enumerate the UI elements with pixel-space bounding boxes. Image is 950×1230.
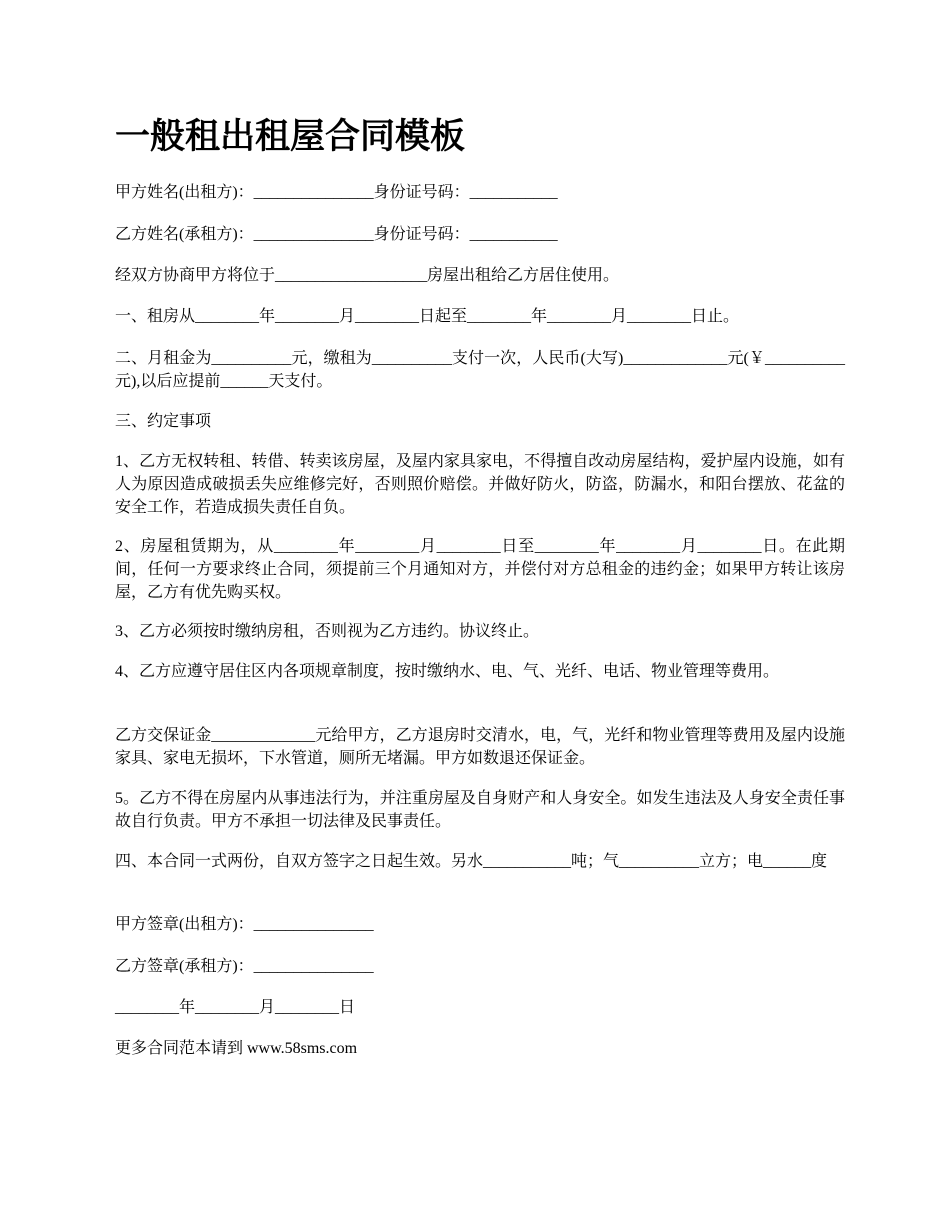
section-4-effectiveness: 四、本合同一式两份，自双方签字之日起生效。另水___________吨；气__________立方；电______度 (115, 853, 828, 870)
property-location-line: 经双方协商甲方将位于___________________房屋出租给乙方居住使用。 (115, 267, 620, 284)
clause-3-timely-rent: 3、乙方必须按时缴纳房租，否则视为乙方违约。协议终止。 (115, 623, 540, 640)
agreed-items-heading: 三、约定事项 (115, 413, 212, 430)
document-title: 一般租出租屋合同模板 (115, 117, 466, 156)
clause-4-regulations: 4、乙方应遵守居住区内各项规章制度，按时缴纳水、电、气、光纤、电话、物业管理等费用。 (115, 663, 780, 680)
more-templates-link: 更多合同范本请到 www.58sms.com (115, 1040, 358, 1057)
clause-5-legal-conduct: 5。乙方不得在房屋内从事违法行为，并注重房屋及自身财产和人身安全。如发生违法及人身安全责任事故自行负责。甲方不承担一切法律及民事责任。 (115, 790, 845, 830)
clause-1-no-sublet: 1、乙方无权转租、转借、转卖该房屋，及屋内家具家电，不得擅自改动房屋结构，爱护屋内设施，如有人为原因造成破损丢失应维修完好，否则照价赔偿。并做好防火，防盗，防漏水，和阳台摆放、花盆的安全工作，若造成损失责任自负。 (115, 453, 845, 516)
lease-period-line: 一、租房从________年________月________日起至________年________月________日止。 (115, 308, 740, 325)
party-b-signature-line: 乙方签章(承租方)：_______________ (115, 958, 374, 975)
signing-date-line: ________年________月________日 (115, 999, 356, 1016)
party-a-signature-line: 甲方签章(出租方)：_______________ (115, 916, 374, 933)
deposit-clause: 乙方交保证金_____________元给甲方，乙方退房时交清水，电，气，光纤和物业管理等费用及屋内设施家具、家电无损坏，下水管道，厕所无堵漏。甲方如数退还保证金。 (115, 727, 845, 767)
party-b-name-line: 乙方姓名(承租方)：_______________身份证号码：___________ (115, 226, 558, 243)
party-a-name-line: 甲方姓名(出租方)：_______________身份证号码：___________ (115, 184, 558, 201)
clause-2-lease-term: 2、房屋租赁期为，从________年________月________日至________年________月________日。在此期间，任何一方要求终止合同，须提前三个月通知对方，并偿付对方总租金的违约金；如果甲方转让该房屋，乙方有优先购买权。 (115, 538, 845, 601)
rent-payment-clause: 二、月租金为__________元，缴租为__________支付一次，人民币(大写)_____________元(￥__________元),以后应提前______天支付。 (115, 350, 845, 390)
